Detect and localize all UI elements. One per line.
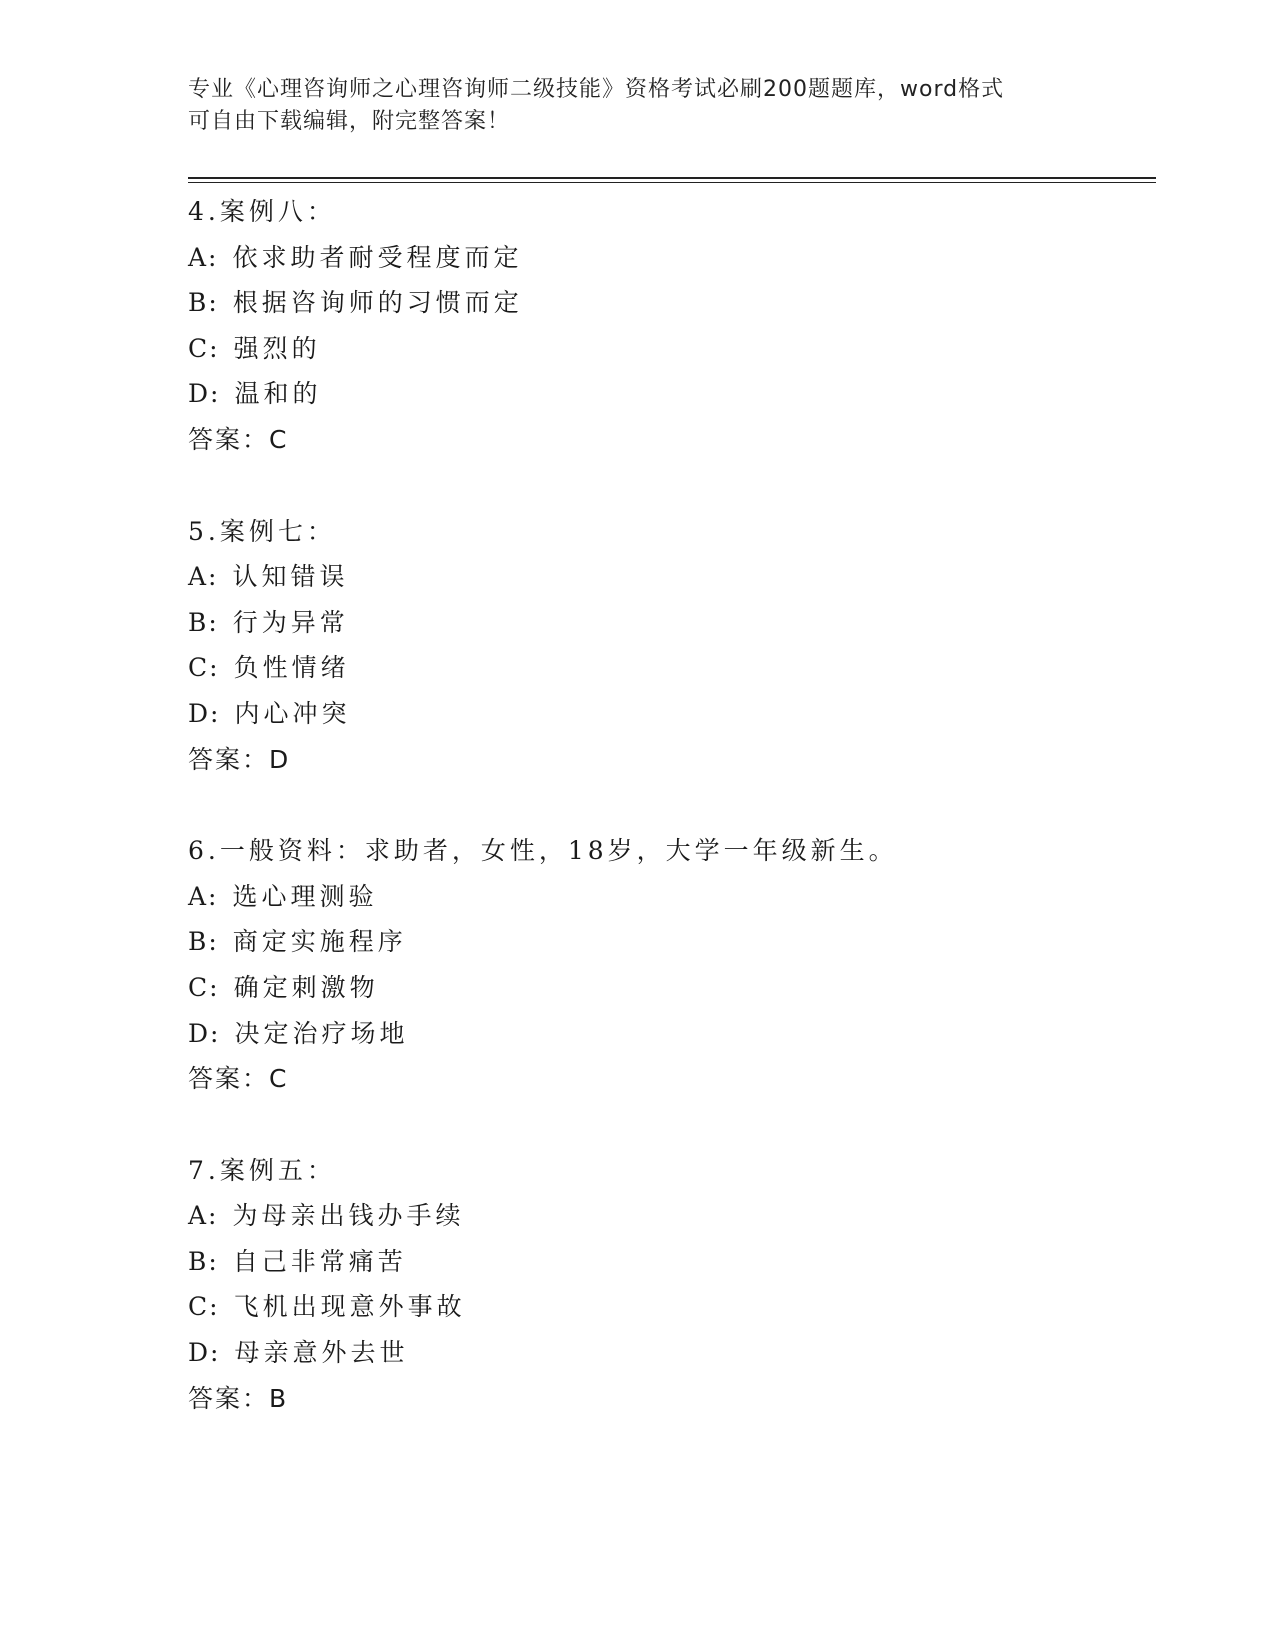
option-c (188, 965, 1148, 1011)
question-5 (188, 509, 1148, 783)
option-c (188, 645, 1148, 691)
option-d (188, 1330, 1148, 1376)
option-key: B: (188, 1246, 219, 1276)
question-title: 5.案例七： (188, 516, 336, 546)
option-key: C: (188, 653, 220, 683)
answer-line: 答案：B (188, 1383, 289, 1413)
option-key: C: (188, 972, 220, 1002)
option-text: 为母亲出钱办手续 (232, 1201, 465, 1231)
header-divider-thick (188, 177, 1156, 179)
question-title: 7.案例五： (188, 1155, 336, 1185)
option-b (188, 600, 1148, 646)
question-title: 6.一般资料：求助者，女性，18岁，大学一年级新生。 (188, 836, 898, 866)
option-key: D: (188, 379, 221, 409)
option-c (188, 326, 1148, 372)
option-text: 飞机出现意外事故 (233, 1292, 466, 1322)
question-4 (188, 189, 1148, 463)
option-text: 商定实施程序 (232, 927, 407, 957)
option-key: C: (188, 333, 220, 363)
option-d (188, 691, 1148, 737)
option-text: 行为异常 (232, 607, 349, 637)
option-key: D: (188, 1338, 221, 1368)
header-divider-thin (188, 182, 1156, 183)
question-6 (188, 828, 1148, 1102)
option-d (188, 1011, 1148, 1057)
option-text: 温和的 (234, 379, 322, 409)
header-line-2: 可自由下载编辑，附完整答案！ (188, 109, 511, 134)
answer-line: 答案：D (188, 744, 291, 774)
option-a (188, 1193, 1148, 1239)
option-a (188, 235, 1148, 281)
option-text: 确定刺激物 (233, 972, 379, 1002)
option-key: A: (188, 1201, 219, 1231)
option-text: 自己非常痛苦 (232, 1246, 407, 1276)
option-key: A: (188, 562, 219, 592)
option-text: 母亲意外去世 (234, 1338, 409, 1368)
option-text: 认知错误 (232, 562, 349, 592)
option-c (188, 1284, 1148, 1330)
option-b (188, 280, 1148, 326)
header-line-1: 专业《心理咨询师之心理咨询师二级技能》资格考试必刷200题题库，word格式 (188, 77, 1005, 102)
option-text: 决定治疗场地 (234, 1018, 409, 1048)
option-text: 强烈的 (233, 333, 321, 363)
option-key: D: (188, 1018, 221, 1048)
option-a (188, 874, 1148, 920)
option-a (188, 554, 1148, 600)
option-key: A: (188, 881, 219, 911)
option-text: 负性情绪 (233, 653, 350, 683)
option-key: D: (188, 698, 221, 728)
option-key: B: (188, 927, 219, 957)
option-text: 选心理测验 (232, 881, 378, 911)
answer-line: 答案：C (188, 1064, 289, 1094)
option-text: 内心冲突 (234, 698, 351, 728)
question-list (188, 189, 1148, 1467)
answer-line: 答案：C (188, 424, 289, 454)
question-title: 4.案例八： (188, 197, 336, 226)
option-key: B: (188, 288, 219, 318)
option-text: 依求助者耐受程度而定 (232, 242, 523, 272)
option-d (188, 371, 1148, 417)
option-key: C: (188, 1292, 220, 1322)
option-text: 根据咨询师的习惯而定 (232, 288, 523, 318)
option-b (188, 1239, 1148, 1285)
option-b (188, 919, 1148, 965)
option-key: B: (188, 607, 219, 637)
option-key: A: (188, 242, 219, 272)
question-7 (188, 1148, 1148, 1422)
document-header (188, 74, 1088, 138)
